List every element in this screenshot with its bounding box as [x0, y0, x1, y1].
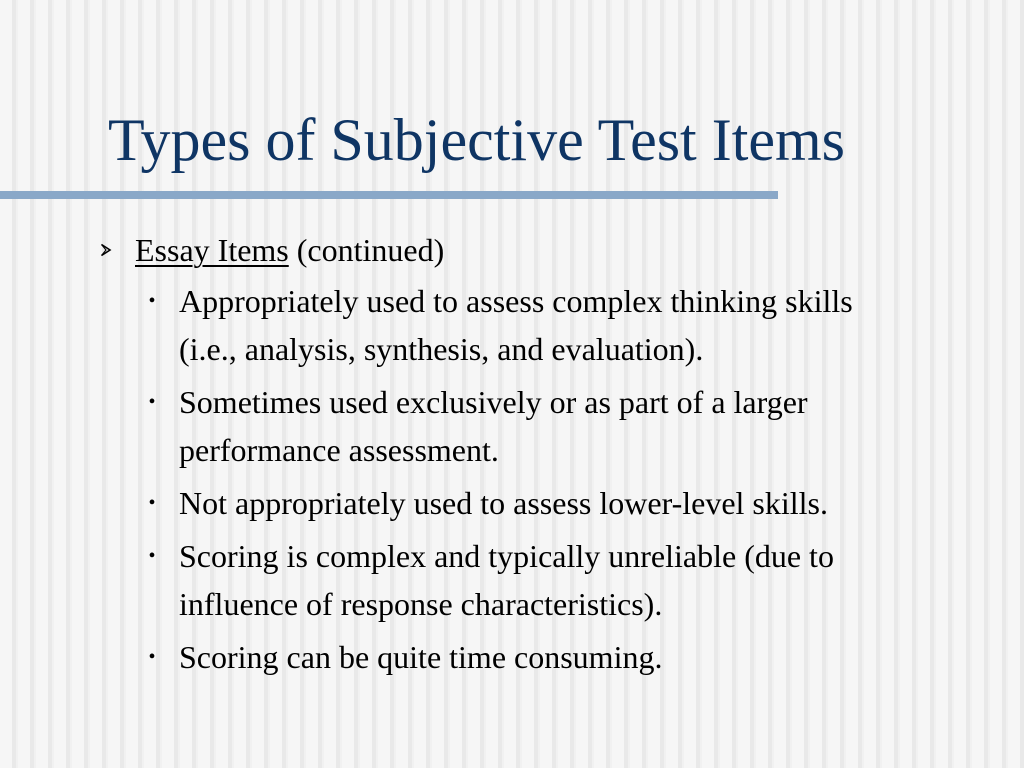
arrowhead-right-icon — [100, 228, 116, 272]
list-item — [100, 532, 1000, 628]
heading-continued-text: (continued) — [288, 232, 445, 268]
list-item — [100, 479, 1000, 527]
list-item — [100, 633, 1000, 681]
heading-bullet-item — [100, 228, 1000, 272]
arrowhead-right-icon-shape — [100, 243, 112, 257]
dot-bullet-icon: • — [148, 545, 156, 567]
dot-bullet-icon: • — [148, 290, 156, 312]
list-item — [100, 277, 1000, 373]
bullet-text-line: (i.e., analysis, synthesis, and evaluation). — [179, 331, 704, 367]
dot-bullet-icon: • — [148, 646, 156, 668]
essay-items-link[interactable]: Essay Items — [135, 232, 289, 268]
bullet-text-line: influence of response characteristics). — [179, 586, 663, 622]
slide-title: Types of Subjective Test Items — [108, 107, 846, 173]
bullet-list — [100, 277, 1000, 681]
bullet-text-line: performance assessment. — [179, 432, 499, 468]
bullet-text-line: Scoring is complex and typically unreliable (due to — [179, 538, 834, 574]
dot-bullet-icon: • — [148, 391, 156, 413]
bullet-text-line: Appropriately used to assess complex thinking skills — [179, 283, 853, 319]
list-item — [100, 378, 1000, 474]
slide-body — [100, 228, 1000, 686]
bullet-text-line: Sometimes used exclusively or as part of a larger — [179, 384, 808, 420]
bullet-text-line: Scoring can be quite time consuming. — [179, 639, 663, 675]
dot-bullet-icon: • — [148, 492, 156, 514]
title-underline-rule — [0, 191, 778, 199]
bullet-text-line: Not appropriately used to assess lower-level skills. — [179, 485, 828, 521]
